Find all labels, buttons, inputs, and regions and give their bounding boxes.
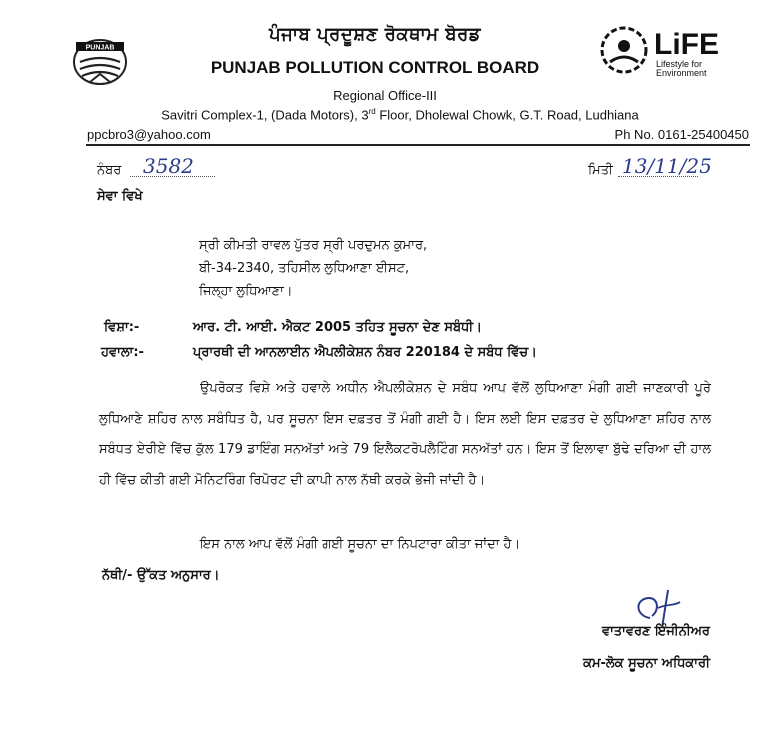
letter-body: ਉਪਰੋਕਤ ਵਿਸ਼ੇ ਅਤੇ ਹਵਾਲੇ ਅਧੀਨ ਐਪਲੀਕੇਸ਼ਨ ਦੇ ਸਬੰਧ ਆਪ ਵੱਲੋਂ ਲੁਧਿਆਣਾ ਮੰਗੀ ਗਈ ਜਾਣਕਾਰੀ ਪੂਰੇ ਲੁਧਿਆਣੇ ਸ਼ਹਿਰ ਨਾਲ ਸਬੰਧਿਤ ਹੈ, ਪਰ ਸੂਚਨਾ ਇਸ ਦਫ਼ਤਰ ਤੋਂ ਮੰਗੀ ਗਈ ਹੈ। ਇਸ ਲਈ ਇਸ ਦਫ਼ਤਰ ਦੇ ਲੁਧਿਆਣਾ ਸ਼ਹਿਰ ਨਾਲ ਸਬੰਧਤ ਏਰੀਏ ਵਿੱਚ ਕੁੱਲ 179 ਡਾਇੰਗ ਸਨਅੱਤਾਂ ਅਤੇ 79 ਇਲੈਕਟਰੋਪਲੈਟਿੰਗ ਸਨਅੱਤਾਂ ਹਨ। ਇਸ ਤੋਂ ਇਲਾਵਾ ਬੁੱਢੇ ਦਰਿਆ ਦੀ ਹਾਲ ਹੀ ਵਿੱਚ ਕੀਤੀ ਗਈ ਮੋਨਿਟਰਿੰਗ ਰਿਪੋਰਟ ਦੀ ਕਾਪੀ ਨਾਲ ਨੱਥੀ ਕਰਕੇ ਭੇਜੀ ਜਾਂਦੀ ਹੈ। (99, 381, 711, 488)
office-phone: Ph No. 0161-25400450 (614, 127, 749, 142)
logo-left-text: PUNJAB (85, 44, 115, 52)
life-tagline-1: Lifestyle for (656, 59, 703, 69)
life-wordmark: LiFE (654, 28, 719, 61)
address-part-2: Floor, Dholewal Chowk, G.T. Road, Ludhiana (375, 107, 639, 123)
salutation: ਸੇਵਾ ਵਿਖੇ (97, 189, 143, 204)
life-logo (598, 18, 738, 78)
designation-pio: ਕਮ-ਲੋਕ ਸੂਚਨਾ ਅਧਿਕਾਰੀ (583, 656, 710, 671)
recipient-line-2: ਬੀ-34-2340, ਤਹਿਸੀਲ ਲੁਧਿਆਣਾ ਈਸਟ, (199, 261, 410, 276)
date-handwritten: 13/11/25 (622, 154, 712, 178)
regional-office: Regional Office-III (333, 88, 437, 103)
recipient-line-3: ਜਿਲ੍ਹਾ ਲੁਧਿਆਣਾ। (199, 284, 293, 299)
header-divider (86, 144, 750, 146)
designation-engineer: ਵਾਤਾਵਰਣ ਇੰਜੀਨੀਅਰ (601, 624, 710, 639)
org-name-english: PUNJAB POLLUTION CONTROL BOARD (210, 58, 540, 77)
subject-label: ਵਿਸ਼ਾ:- (104, 320, 140, 335)
enclosure-note: ਨੱਥੀ/- ਉੱਕਤ ਅਨੁਸਾਰ। (102, 568, 220, 583)
subject-text: ਆਰ. ਟੀ. ਆਈ. ਐਕਟ 2005 ਤਹਿਤ ਸੂਚਨਾ ਦੇਣ ਸਬੰਧੀ। (193, 320, 482, 335)
date-label: ਮਿਤੀ (588, 163, 613, 178)
reference-label: ਹਵਾਲਾ:- (101, 345, 144, 360)
address-part-1: Savitri Complex-1, (Dada Motors), 3 (161, 107, 369, 123)
org-name-punjabi: ਪੰਜਾਬ ਪ੍ਰਦੂਸ਼ਣ ਰੋਕਥਾਮ ਬੋਰਡ (269, 24, 481, 45)
recipient-line-1: ਸ੍ਰੀ ਕੀਮਤੀ ਰਾਵਲ ਪੁੱਤਰ ਸ੍ਰੀ ਪਰਦੁਮਨ ਕੁਮਾਰ, (199, 238, 428, 253)
reference-text: ਪ੍ਰਾਰਥੀ ਦੀ ਆਨਲਾਈਨ ਐਪਲੀਕੇਸ਼ਨ ਨੰਬਰ 220184 ਦੇ ਸਬੰਧ ਵਿੱਚ। (193, 345, 537, 360)
office-email: ppcbro3@yahoo.com (87, 127, 211, 142)
office-address (130, 107, 670, 122)
ref-number-handwritten: 3582 (143, 154, 194, 178)
punjab-emblem-logo (70, 32, 130, 87)
closing-line: ਇਸ ਨਾਲ ਆਪ ਵੱਲੋਂ ਮੰਗੀ ਗਈ ਸੂਚਨਾ ਦਾ ਨਿਪਟਾਰਾ ਕੀਤਾ ਜਾਂਦਾ ਹੈ। (200, 537, 521, 552)
address-superscript: rd (368, 107, 376, 116)
ref-label: ਨੰਬਰ (97, 163, 122, 178)
life-tagline-2: Environment (656, 68, 707, 78)
